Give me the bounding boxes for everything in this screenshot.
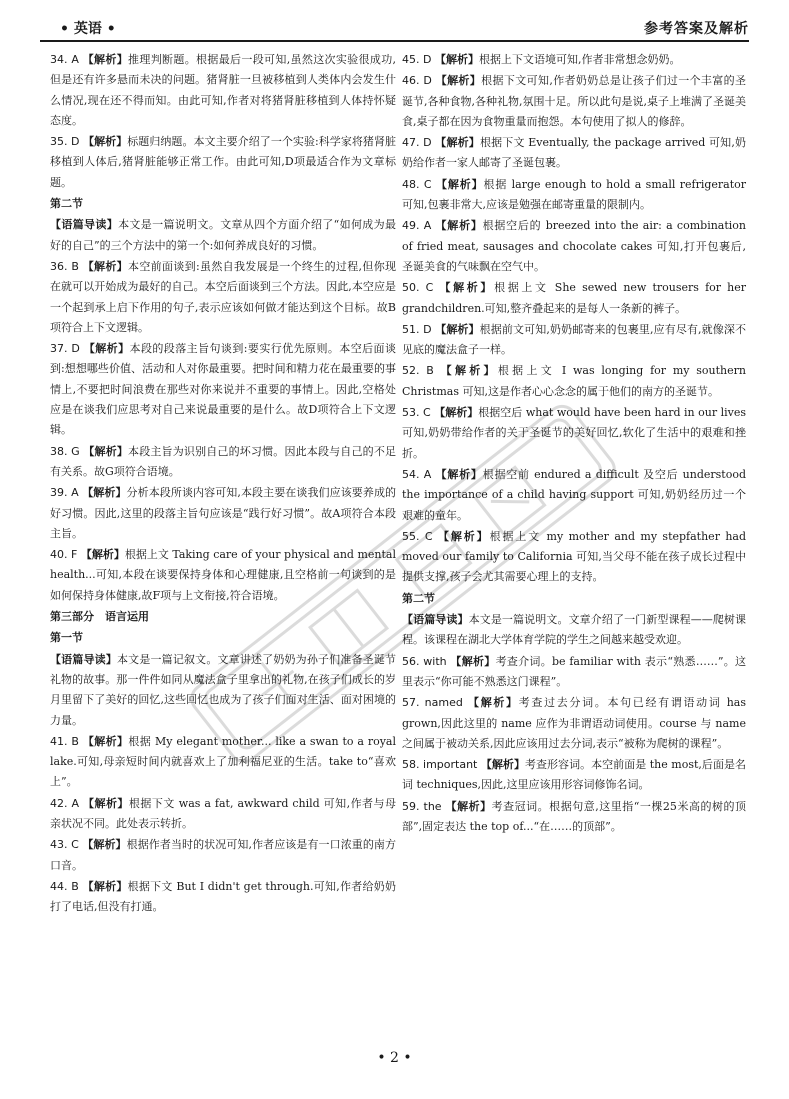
analysis-text: 根据下文 But I didn't get through.可知,作者给奶奶打了电话,但没有打通。 [50, 879, 397, 914]
analysis-text: 根据上文 I was longing for my southern Christmas 可知,这是作者心心念念的属于他们的南方的圣诞节。 [402, 364, 746, 398]
answer-item [402, 278, 746, 319]
answer-item [402, 216, 746, 277]
reading-guide [50, 650, 396, 731]
analysis-text: 根据空后的 breezed into the air: a combination of fried meat, sausages and chocolate cakes 可知,打开包裹后,圣诞美食的气味飘在空气中。 [402, 219, 746, 273]
answer-number: 59. the [402, 799, 442, 813]
analysis-text: 本文是一篇说明文。文章介绍了一门新型课程——爬树课程。该课程在湖北大学体育学院的学生之间越来越受欢迎。 [402, 613, 747, 647]
page-number: • 2 • [377, 1050, 412, 1066]
analysis-text: 考查介词。be familiar with 表示“熟悉……”。这里表示“你可能不熟悉这门课程”。 [402, 654, 747, 688]
analysis-text: 分析本段所谈内容可知,本段主要在谈我们应该要养成的好习惯。因此,这里的段落主旨句应该是“践行好习惯”。故A项符合本段主旨。 [50, 486, 397, 540]
answer-number: 34. A [50, 53, 79, 66]
answer-number: 48. C [402, 177, 432, 191]
answer-number: 38. G [50, 444, 80, 458]
section-heading-text: 第二节 [50, 197, 83, 211]
answer-number: 50. C [402, 281, 434, 295]
analysis-tag: 【解析】 [445, 799, 492, 813]
left-column [50, 50, 396, 918]
answer-number: 57. named [402, 696, 463, 710]
analysis-text: 根据空前 endured a difficult 及空后 understood the importance of a child having support 可知,奶奶经历过一个艰难的童年。 [402, 467, 747, 522]
answer-number: 53. C [402, 406, 431, 420]
analysis-text: 考查冠词。根据句意,这里指“一棵25米高的树的顶部”,固定表达 the top of...“在……的顶部”。 [402, 799, 746, 833]
answer-number: 49. A [402, 219, 432, 233]
analysis-tag: 【解析】 [434, 53, 479, 66]
page-header [40, 14, 749, 42]
answer-item [402, 320, 746, 361]
analysis-tag: 【解析】 [80, 548, 125, 562]
section-heading [402, 589, 746, 609]
section-heading [50, 194, 396, 214]
answer-number: 58. important [402, 758, 478, 772]
analysis-tag: 【解析】 [435, 74, 482, 88]
analysis-tag: 【解析】 [480, 758, 525, 772]
answer-number: 43. C [50, 838, 79, 852]
answer-number: 55. C [402, 529, 433, 543]
reading-guide [402, 610, 746, 651]
answer-number: 56. with [402, 654, 447, 668]
analysis-tag: 【解析】 [435, 177, 484, 191]
answer-number: 44. B [50, 879, 79, 893]
answer-number: 45. D [402, 53, 432, 66]
answer-item [50, 877, 396, 918]
answer-number: 37. D [50, 342, 80, 356]
answer-item [402, 133, 746, 174]
analysis-tag: 【语篇导读】 [50, 218, 119, 232]
analysis-text: 本段主旨为识别自己的坏习惯。因此本段与自己的不足有关系。故G项符合语境。 [50, 444, 396, 478]
analysis-text: 根据下文 was a fat, awkward child 可知,作者与母亲状况不同。此处表示转折。 [50, 796, 397, 830]
answer-item [402, 403, 746, 464]
analysis-text: 根据上文 Taking care of your physical and mental health...可知,本段在谈要保持身体和心理健康,且空格前一句谈到的是如何保持身体健康,故F项与上文衔接,符合语境。 [50, 548, 396, 602]
answer-number: 46. D [402, 74, 432, 88]
analysis-tag: 【语篇导读】 [50, 652, 117, 666]
answer-number: 42. A [50, 796, 79, 810]
analysis-tag: 【解析】 [435, 467, 483, 481]
analysis-text: 根据 My elegant mother... like a swan to a royal lake.可知,母亲短时间内就喜欢上了加利福尼亚的生活。take to“喜欢上”。 [50, 734, 396, 789]
answer-number: 51. D [402, 322, 432, 336]
analysis-text: 根据下文可知,作者奶奶总是让孩子们过一个丰富的圣诞节,各种食物,各种礼物,氛围十足。所以此句是说,桌子上堆满了圣诞美食,桌子都在因为食物重量而抱怨。本句使用了拟人的修辞。 [402, 74, 747, 128]
answer-number: 41. B [50, 734, 79, 748]
answer-item [50, 257, 396, 338]
analysis-tag: 【解析】 [437, 529, 490, 543]
analysis-tag: 【语篇导读】 [402, 613, 469, 627]
answer-item [402, 71, 746, 132]
analysis-text: 根据 large enough to hold a small refrigerator 可知,包裹非常大,应该是勉强在邮寄重量的限制内。 [402, 177, 747, 212]
analysis-tag: 【解析】 [83, 135, 128, 149]
analysis-text: 标题归纳题。本文主要介绍了一个实验:科学家将猪肾脏移植到人体后,猪肾脏能够正常工作。由此可知,D项最适合作为文章标题。 [50, 135, 397, 189]
section-heading [50, 628, 396, 648]
section-heading [50, 607, 396, 627]
answer-number: 54. A [402, 467, 432, 481]
analysis-tag: 【解析】 [82, 734, 129, 748]
answer-item [402, 652, 746, 693]
analysis-tag: 【解析】 [435, 219, 483, 233]
answer-item [50, 442, 396, 483]
analysis-tag: 【解析】 [82, 879, 128, 893]
analysis-text: 本文是一篇说明文。文章从四个方面介绍了“如何成为最好的自己”的三个方法中的第一个:如何养成良好的习惯。 [50, 218, 396, 252]
analysis-tag: 【解析】 [82, 53, 129, 66]
analysis-tag: 【解析】 [82, 486, 127, 500]
analysis-tag: 【解析】 [450, 654, 496, 668]
answer-item [402, 465, 746, 526]
analysis-tag: 【解析】 [83, 342, 130, 356]
answer-number: 47. D [402, 136, 432, 150]
analysis-tag: 【解析】 [434, 406, 479, 420]
analysis-text: 考查形容词。本空前面是 the most,后面是名词 techniques,因此,这里应该用形容词修饰名词。 [402, 758, 746, 792]
analysis-tag: 【解析】 [83, 444, 129, 458]
answer-item [402, 361, 746, 402]
answer-item [402, 527, 746, 588]
right-column [402, 50, 746, 838]
answer-number: 35. D [50, 135, 80, 149]
analysis-text: 推理判断题。根据最后一段可知,虽然这次实验很成功,但是还有许多悬而未决的问题。猪肾脏一旦被移植到人类体内会发生什么情况,现在还不得而知。由此可知,作者对将猪肾脏移植到人体持怀疑态度。 [50, 53, 397, 127]
analysis-text: 本文是一篇记叙文。文章讲述了奶奶为孙子们准备圣诞节礼物的故事。那一件件如同从魔法盒子里拿出的礼物,在孩子们成长的岁月里留下了美好的回忆,这些回忆也成为了孩子们面对生活、面对困境的力量。 [50, 652, 396, 727]
answer-item [402, 175, 746, 216]
analysis-text: 根据前文可知,奶奶邮寄来的包裹里,应有尽有,就像深不见底的魔法盒子一样。 [402, 322, 747, 357]
analysis-text: 考查过去分词。本句已经有谓语动词 has grown,因此这里的 name 应作为非谓语动词使用。course 与 name 之间属于被动关系,因此应该用过去分词,表示“被称为爬树的课程”。 [402, 696, 746, 750]
section-heading-text: 第二节 [402, 591, 435, 605]
analysis-text: 根据作者当时的状况可知,作者应该是有一口浓重的南方口音。 [50, 838, 396, 872]
section-heading-text: 第一节 [50, 631, 83, 645]
analysis-tag: 【解析】 [82, 259, 129, 273]
analysis-text: 根据上文 She sewed new trousers for her grandchildren.可知,整齐叠起来的是每人一条新的裤子。 [402, 281, 747, 315]
subject-label: • 英语 • [60, 21, 116, 37]
answer-item [50, 483, 396, 544]
header-title: 参考答案及解析 [644, 21, 749, 37]
answer-item [50, 545, 396, 606]
analysis-text: 本空前面谈到:虽然自我发展是一个终生的过程,但你现在就可以开始成为最好的自己。本空后面谈到三个方法。因此,本空应是一个起到承上启下作用的句子,表示应该如何做才能达到这个目标。故B项符合上下文逻辑。 [50, 259, 397, 334]
analysis-tag: 【解析】 [435, 136, 480, 150]
answer-item [50, 732, 396, 793]
answer-item [50, 835, 396, 876]
answer-item [50, 339, 396, 440]
answer-item [50, 132, 396, 193]
analysis-tag: 【解析】 [435, 322, 480, 336]
answer-item [50, 794, 396, 835]
answer-item [402, 755, 746, 796]
reading-guide [50, 215, 396, 256]
answer-item [402, 797, 746, 838]
analysis-tag: 【解析】 [82, 838, 127, 852]
analysis-tag: 【解析】 [82, 796, 129, 810]
analysis-text: 本段的段落主旨句谈到:要实行优先原则。本空后面谈到:想想哪些价值、活动和人对你最重要。把时间和精力花在最重要的事情上,不要把时间浪费在那些对你来说并不重要的事情上。因此,空格处应是在谈我们应思考对自己来说最重要的是什么。故D项符合上下文逻辑。 [50, 342, 396, 437]
analysis-tag: 【解析】 [439, 281, 495, 295]
analysis-text: 根据上文 my mother and my stepfather had moved our family to California 可知,当父母不能在孩子成长过程中提供支撑,孩子会尤其需要心理上的支持。 [402, 529, 747, 584]
analysis-tag: 【解析】 [468, 696, 519, 710]
section-heading-text: 第三部分 语言运用 [50, 610, 149, 624]
answer-item [402, 693, 746, 754]
analysis-tag: 【解析】 [440, 364, 498, 378]
answer-number: 39. A [50, 486, 79, 500]
answer-number: 40. F [50, 548, 78, 562]
answer-number: 36. B [50, 259, 79, 273]
answer-number: 52. B [402, 364, 434, 378]
answer-item [402, 50, 746, 70]
answer-item [50, 50, 396, 131]
analysis-text: 根据空后 what would have been hard in our lives 可知,奶奶带给作者的关于圣诞节的美好回忆,软化了生活中的艰难和挫折。 [402, 406, 747, 460]
analysis-text: 根据下文 Eventually, the package arrived 可知,奶奶给作者一家人邮寄了圣诞包裹。 [402, 136, 746, 170]
analysis-text: 根据上下文语境可知,作者非常想念奶奶。 [478, 53, 681, 66]
